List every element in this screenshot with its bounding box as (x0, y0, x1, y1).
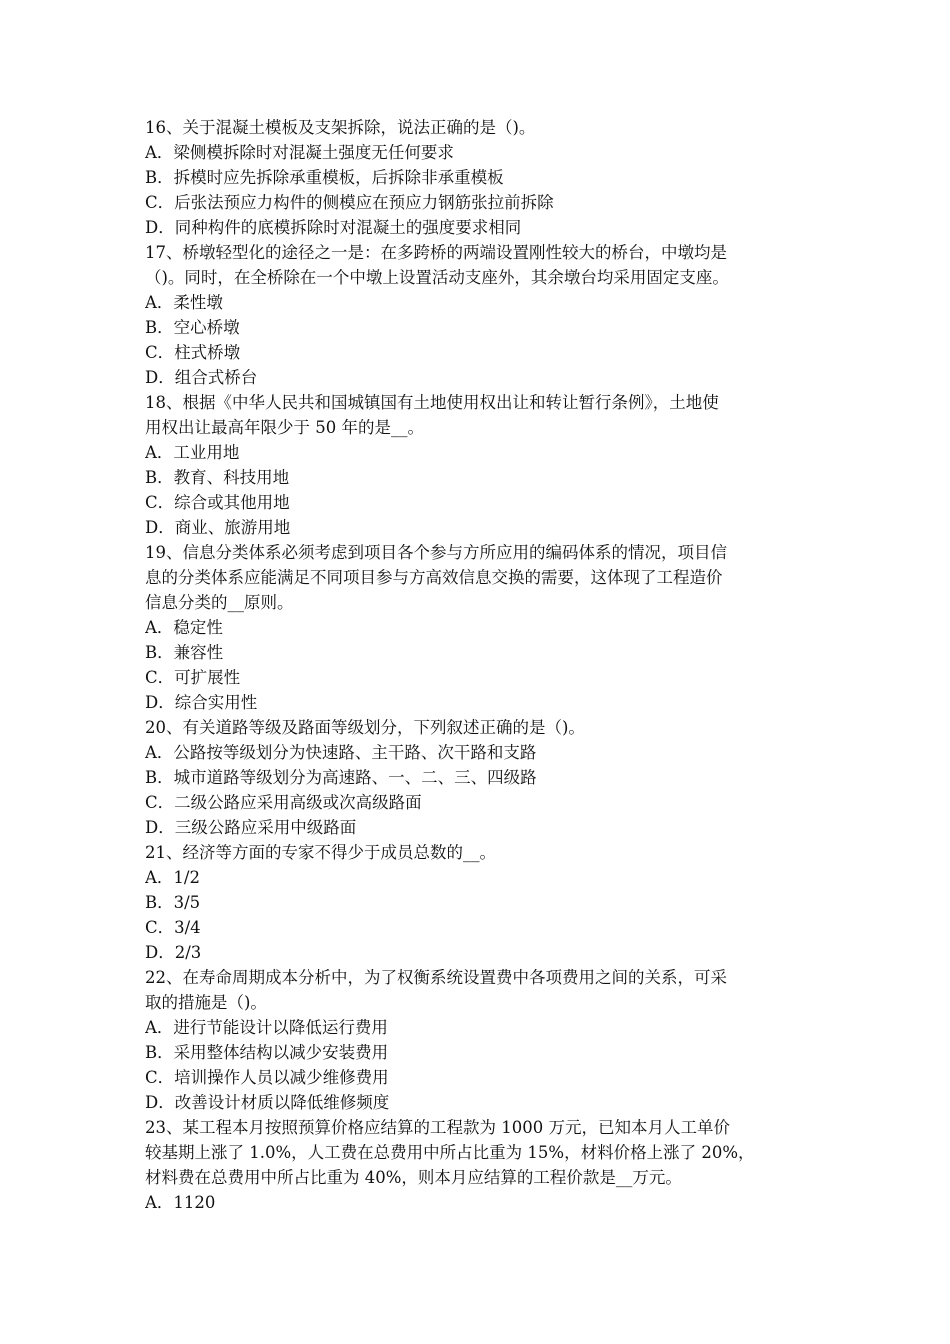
question-19-stem-cont: 息的分类体系应能满足不同项目参与方高效信息交换的需要，这体现了工程造价 (145, 568, 723, 587)
question-17-stem: 17、桥墩轻型化的途径之一是：在多跨桥的两端设置刚性较大的桥台，中墩均是 (145, 243, 727, 262)
question-21-option-c: C．3/4 (145, 918, 201, 937)
question-22-option-b: B．采用整体结构以减少安装费用 (145, 1043, 389, 1062)
question-19-stem: 19、信息分类体系必须考虑到项目各个参与方所应用的编码体系的情况，项目信 (145, 543, 727, 562)
question-23-stem: 23、某工程本月按照预算价格应结算的工程款为 1000 万元，已知本月人工单价 (145, 1118, 730, 1137)
question-18-option-b: B．教育、科技用地 (145, 468, 290, 487)
question-21-option-d: D．2/3 (145, 943, 202, 962)
question-22-stem-cont: 取的措施是（)。 (145, 993, 267, 1012)
question-17-option-b: B．空心桥墩 (145, 318, 240, 337)
document-page (145, 115, 810, 1215)
question-21-option-a: A．1/2 (145, 868, 200, 887)
question-18-stem: 18、根据《中华人民共和国城镇国有土地使用权出让和转让暂行条例》，土地使 (145, 393, 719, 412)
question-17-option-a: A．柔性墩 (145, 293, 223, 312)
question-20-option-b: B．城市道路等级划分为高速路、一、二、三、四级路 (145, 768, 537, 787)
question-20-option-a: A．公路按等级划分为快速路、主干路、次干路和支路 (145, 743, 537, 762)
question-20-option-c: C．二级公路应采用高级或次高级路面 (145, 793, 422, 812)
question-18-option-c: C．综合或其他用地 (145, 493, 290, 512)
question-18-stem-cont: 用权出让最高年限少于 50 年的是__。 (145, 418, 424, 437)
question-23-option-a: A．1120 (145, 1193, 216, 1212)
question-18-option-a: A．工业用地 (145, 443, 240, 462)
question-19-option-d: D．综合实用性 (145, 693, 258, 712)
question-16-option-d: D．同种构件的底模拆除时对混凝土的强度要求相同 (145, 218, 522, 237)
question-19-option-c: C．可扩展性 (145, 668, 241, 687)
question-17-option-d: D．组合式桥台 (145, 368, 258, 387)
question-16-option-a: A．梁侧模拆除时对混凝土强度无任何要求 (145, 143, 454, 162)
question-16-option-c: C．后张法预应力构件的侧模应在预应力钢筋张拉前拆除 (145, 193, 554, 212)
question-19-option-b: B．兼容性 (145, 643, 224, 662)
question-20-option-d: D．三级公路应采用中级路面 (145, 818, 357, 837)
question-22-stem: 22、在寿命周期成本分析中，为了权衡系统设置费中各项费用之间的关系，可采 (145, 968, 727, 987)
question-23-stem-end: 材料费在总费用中所占比重为 40%，则本月应结算的工程价款是__万元。 (145, 1168, 682, 1187)
question-16-option-b: B．拆模时应先拆除承重模板，后拆除非承重模板 (145, 168, 504, 187)
question-19-option-a: A．稳定性 (145, 618, 223, 637)
question-20-stem: 20、有关道路等级及路面等级划分，下列叙述正确的是（)。 (145, 718, 585, 737)
question-16-stem: 16、关于混凝土模板及支架拆除，说法正确的是（)。 (145, 118, 536, 137)
question-21-option-b: B．3/5 (145, 893, 201, 912)
question-22-option-d: D．改善设计材质以降低维修频度 (145, 1093, 390, 1112)
question-22-option-c: C．培训操作人员以减少维修费用 (145, 1068, 389, 1087)
question-21-stem: 21、经济等方面的专家不得少于成员总数的__。 (145, 843, 496, 862)
question-23-stem-cont: 较基期上涨了 1.0%，人工费在总费用中所占比重为 15%，材料价格上涨了 20%， (145, 1143, 755, 1162)
question-17-stem-cont: （)。同时，在全桥除在一个中墩上设置活动支座外，其余墩台均采用固定支座。 (145, 268, 729, 287)
question-22-option-a: A．进行节能设计以降低运行费用 (145, 1018, 388, 1037)
question-19-stem-end: 信息分类的__原则。 (145, 593, 294, 612)
question-17-option-c: C．柱式桥墩 (145, 343, 241, 362)
question-18-option-d: D．商业、旅游用地 (145, 518, 291, 537)
